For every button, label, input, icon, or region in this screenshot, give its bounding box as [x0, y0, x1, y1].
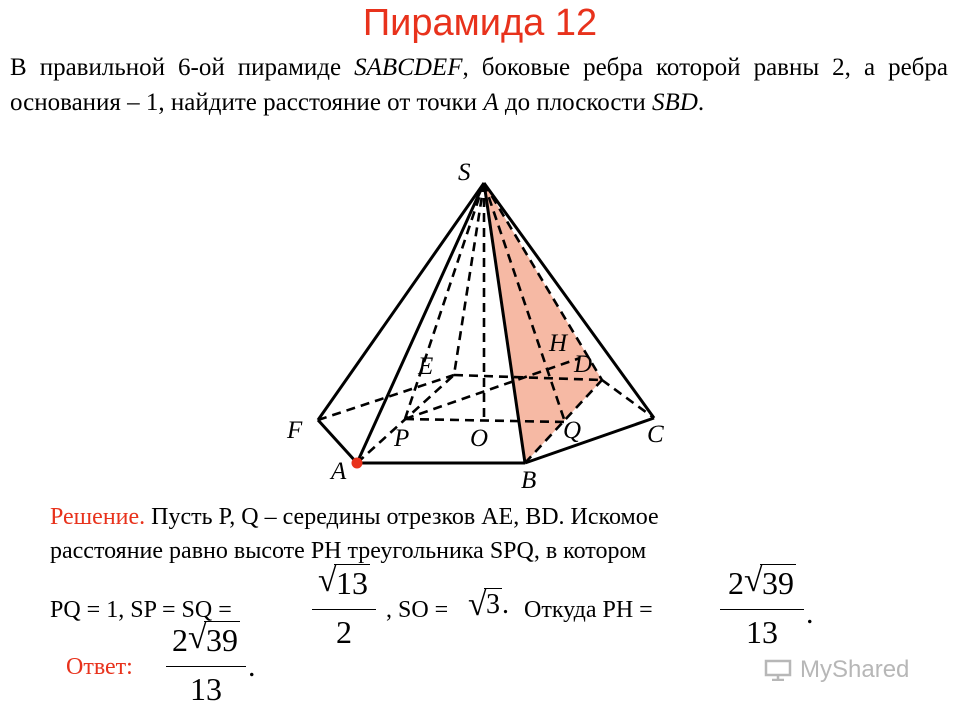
edge-fa: [318, 420, 357, 463]
ph-equation: Откуда PH =: [524, 597, 653, 623]
solution-line-2: расстояние равно высоте PH треугольника SPQ, в котором: [50, 538, 647, 564]
slide-title: Пирамида 12: [362, 2, 598, 44]
problem-pyramid-name: SABCDEF: [354, 54, 463, 81]
sqrt-13: √ 13: [318, 562, 368, 601]
edge-se: [454, 183, 484, 375]
problem-text-2: , боковые ребра которой равны 2, а ребра основания – 1, найдите расстояние от точки: [10, 54, 948, 116]
problem-plane-name: SBD: [652, 89, 698, 116]
watermark-text: MyShared: [800, 656, 910, 683]
presentation-board-icon: [764, 659, 792, 681]
problem-point-name: A: [483, 89, 499, 116]
sqrt-39: √ 39: [744, 562, 794, 601]
ph-period: .: [806, 597, 814, 630]
problem-statement: [10, 50, 948, 120]
label-s: S: [458, 159, 471, 186]
fraction-sqrt13-over-2: [312, 562, 376, 654]
fraction-2sqrt39-over-13: 2 √ 39 13: [720, 565, 804, 654]
pq-equation: PQ = 1, SP = SQ =: [50, 597, 232, 623]
solution-text: [50, 500, 930, 568]
fraction-2-denominator: 13: [746, 614, 778, 650]
problem-text-1: В правильной 6-ой пирамиде: [10, 54, 355, 81]
label-a: A: [331, 458, 347, 485]
edge-sp: [405, 183, 484, 419]
problem-text-4: .: [697, 89, 705, 116]
answer-period: .: [248, 650, 256, 683]
fraction-1-denominator: 2: [336, 614, 352, 650]
label-p: P: [394, 425, 410, 452]
edge-sa: [357, 183, 484, 463]
label-h: H: [549, 330, 568, 357]
sqrt-3: √ 3.: [468, 586, 509, 623]
so-equation: , SO =: [386, 597, 449, 623]
label-e: E: [418, 353, 434, 380]
answer-fraction: 2 √ 39 13: [166, 622, 246, 711]
label-b: B: [521, 467, 537, 494]
point-a-marker: [352, 458, 363, 469]
problem-text-3: до плоскости: [498, 89, 653, 116]
edge-dc: [602, 380, 654, 418]
watermark: [764, 656, 909, 684]
label-d: D: [574, 351, 593, 378]
solution-line-1: [50, 500, 930, 534]
label-c: C: [647, 421, 664, 448]
label-f: F: [287, 417, 303, 444]
solution-label: Решение.: [50, 504, 146, 530]
label-q: Q: [563, 417, 582, 444]
answer-label: Ответ:: [66, 654, 133, 680]
answer-sqrt-39: √ 39: [188, 619, 238, 658]
edge-sf: [318, 183, 484, 420]
answer-denominator: 13: [190, 671, 222, 707]
pyramid-figure: [270, 150, 690, 495]
label-o: O: [470, 425, 489, 452]
solution-line-1-text: Пусть P, Q – середины отрезков AE, BD. Искомое: [145, 504, 659, 530]
